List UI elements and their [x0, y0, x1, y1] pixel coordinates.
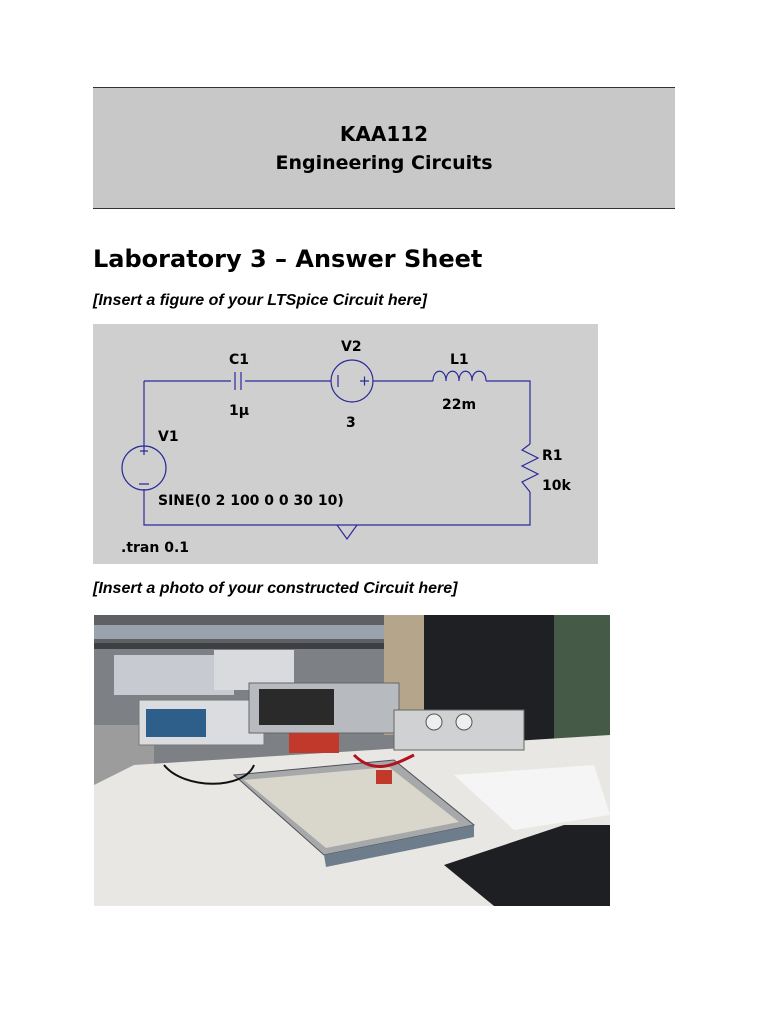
- l1-name: L1: [450, 352, 469, 368]
- constructed-circuit-photo: [94, 615, 610, 906]
- circuit-photo-instruction: [Insert a photo of your constructed Circuit here]: [93, 580, 458, 597]
- tran-directive: .tran 0.1: [121, 540, 190, 556]
- r1-value: 10k: [542, 478, 571, 494]
- c1-name: C1: [229, 352, 250, 368]
- v2-name: V2: [341, 339, 362, 355]
- circuit-figure-instruction: [Insert a figure of your LTSpice Circuit here]: [93, 292, 427, 309]
- resistor-r1-symbol: [522, 444, 538, 492]
- v1-name: V1: [158, 429, 179, 445]
- capacitor-c1-symbol: [235, 372, 241, 390]
- v2-value: 3: [346, 415, 356, 431]
- course-code: KAA112: [339, 122, 429, 146]
- lab-title: Laboratory 3 – Answer Sheet: [93, 245, 483, 273]
- wire-l1-right: [486, 381, 530, 444]
- v1-value: SINE(0 2 100 0 0 30 10): [158, 493, 344, 509]
- course-header: [93, 87, 675, 209]
- course-name: Engineering Circuits: [275, 152, 493, 174]
- ltspice-schematic: [93, 324, 598, 564]
- inductor-l1-symbol: [433, 371, 486, 381]
- c1-value: 1μ: [229, 403, 250, 419]
- l1-value: 22m: [442, 397, 477, 413]
- r1-name: R1: [542, 448, 563, 464]
- ground-symbol: [337, 525, 357, 539]
